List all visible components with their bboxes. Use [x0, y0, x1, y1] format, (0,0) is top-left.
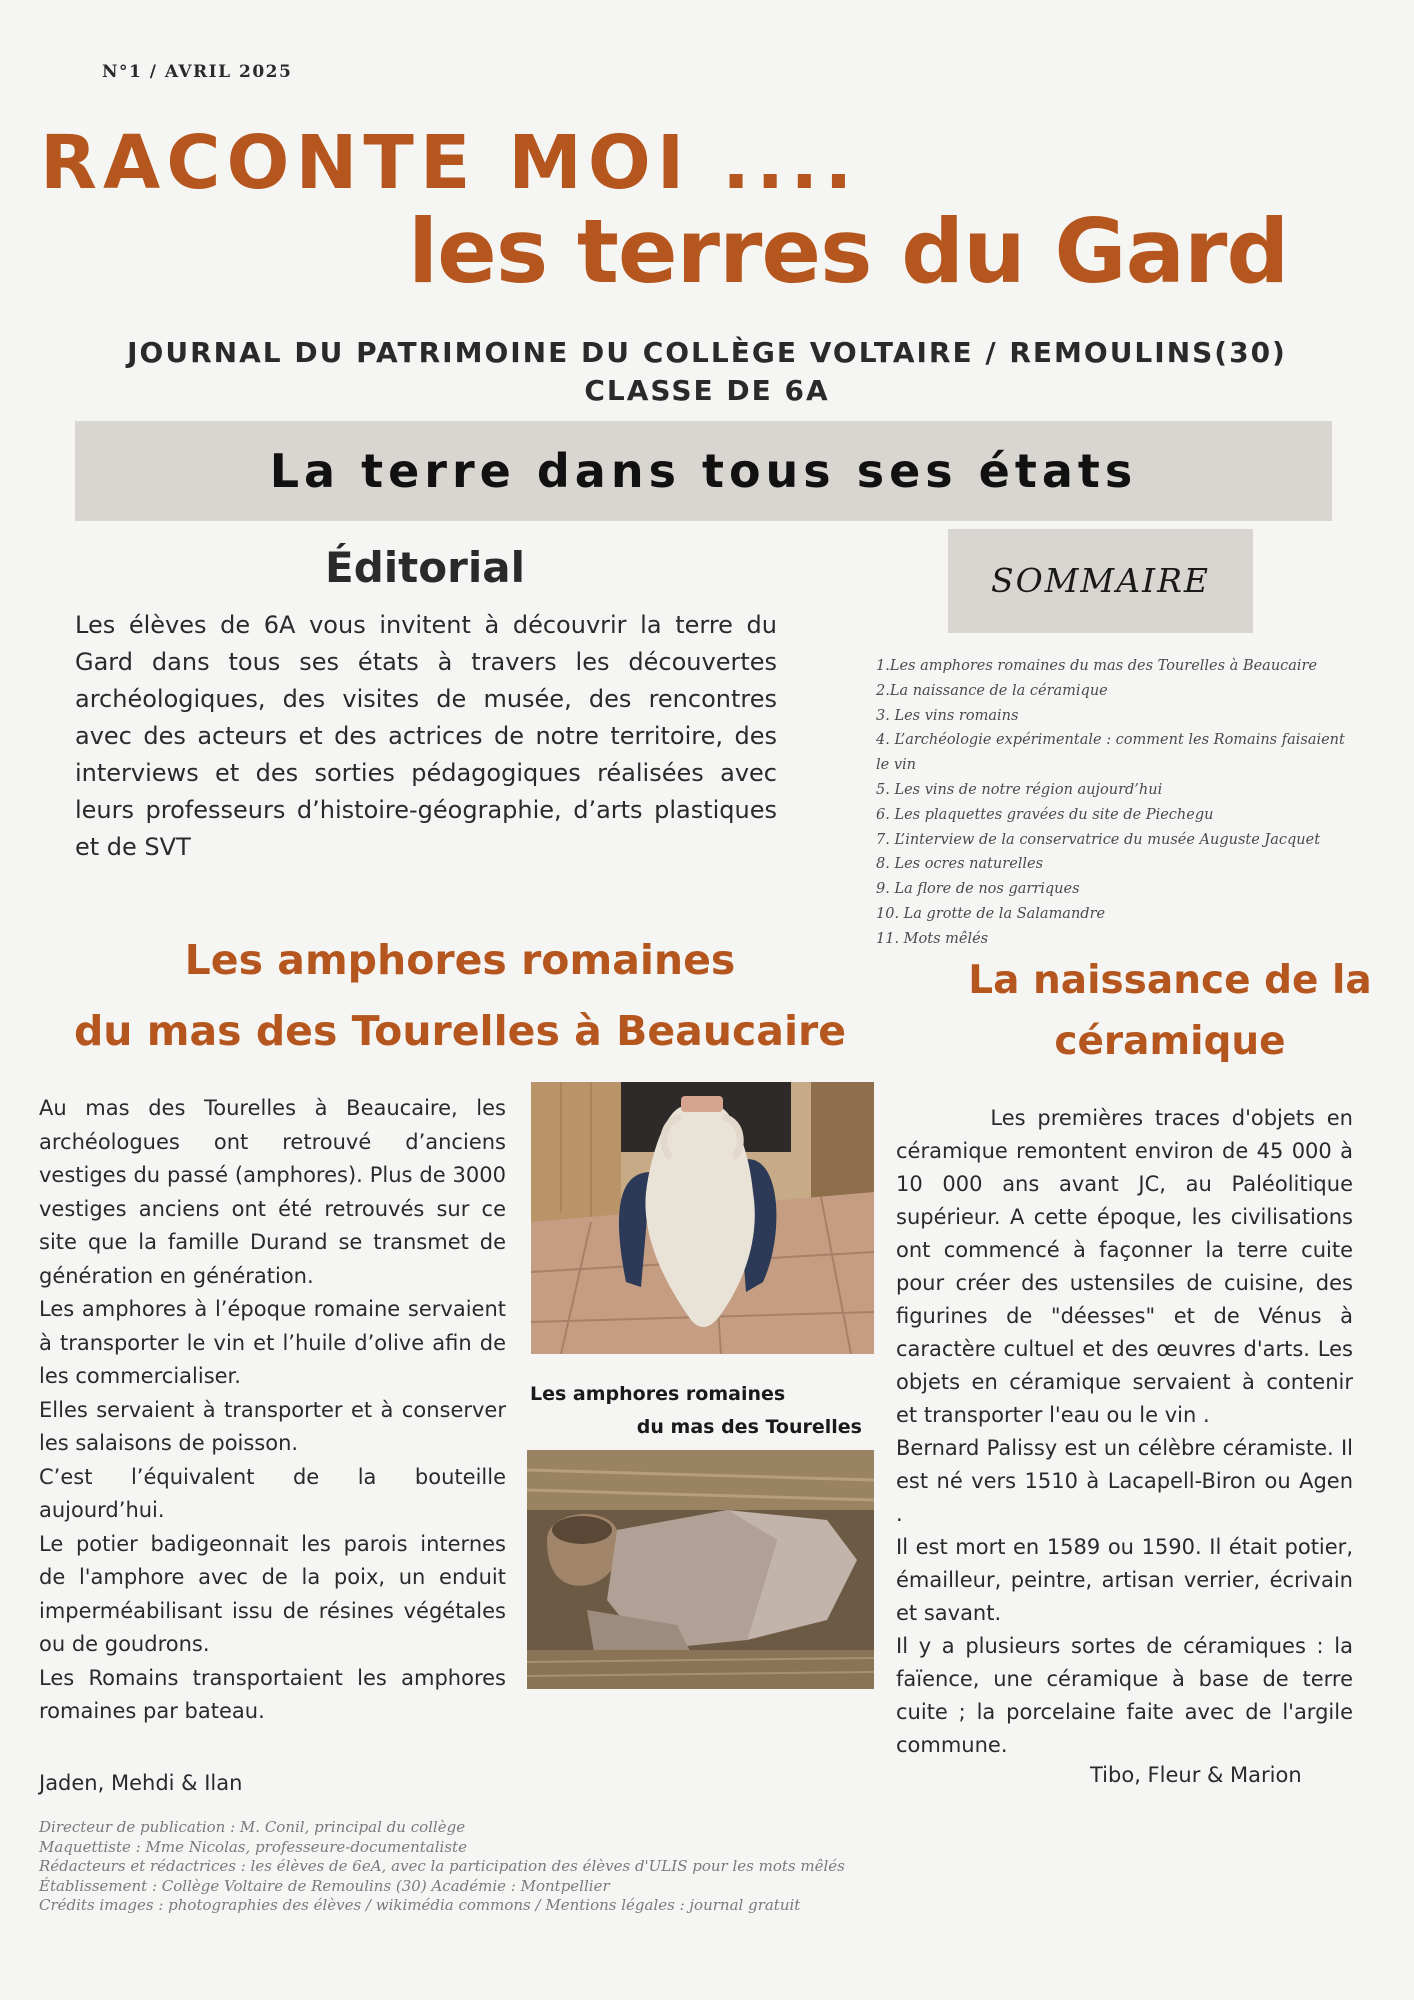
sommaire-title: SOMMAIRE [990, 561, 1211, 600]
class-label: CLASSE DE 6A [584, 374, 830, 407]
sommaire-item: 6. Les plaquettes gravées du site de Piechegu [876, 806, 1214, 823]
photo-caption [530, 1378, 862, 1444]
amphores-heading [40, 925, 880, 1067]
amphores-paragraph: Au mas des Tourelles à Beaucaire, les archéologues ont retrouvé d’anciens vestiges du passé (amphores). Plus de 3000 vestiges anciens ont été retrouvés sur ce site que la famille Durand se transmet de génération en génération. [39, 1096, 506, 1288]
ceramique-heading-line2: céramique [1054, 1019, 1286, 1064]
sommaire-item: 10. La grotte de la Salamandre [876, 905, 1106, 922]
amphores-paragraph: C’est l’équivalent de la bouteille aujourd’hui. [39, 1464, 506, 1522]
ceramique-paragraph: Les premières traces d'objets en céramique remontent environ de 45 000 à 10 000 ans avant JC, au Paléolitique supérieur. A cette époque, les civilisations ont commencé à façonner la terre cuite pour créer des ustensiles de cuisine, des figurines de "déesses" et de Vénus à caractère cultuel et des œuvres d'arts. Les objets en céramique servaient à contenir et transporter l'eau ou le vin . [896, 1106, 1360, 1427]
theme-banner [75, 421, 1332, 521]
masthead-title-line1: RACONTE MOI .... [40, 120, 859, 206]
ceramique-paragraph: Il y a plusieurs sortes de céramiques : la faïence, une céramique à base de terre cuite ; la porcelaine faite avec de l'argile commune. [896, 1634, 1353, 1757]
sommaire-item: 9. La flore de nos garriques [876, 881, 1080, 898]
sommaire-item: 8. Les ocres naturelles [876, 856, 1044, 873]
sommaire-item: 5. Les vins de notre région aujourd’hui [876, 781, 1163, 798]
amphora-fragments-illustration [527, 1450, 874, 1689]
journal-subtitle: JOURNAL DU PATRIMOINE DU COLLÈGE VOLTAIRE / REMOULINS(30) [127, 336, 1287, 369]
amphores-heading-line1: Les amphores romaines [184, 936, 736, 984]
amphores-article-body [39, 1092, 506, 1729]
credit-line: Directeur de publication : M. Conil, principal du collège [39, 1818, 466, 1836]
amphores-heading-line2: du mas des Tourelles à Beaucaire [73, 1007, 847, 1055]
sommaire-item: 3. Les vins romains [876, 707, 1019, 724]
editorial-body: Les élèves de 6A vous invitent à découvrir la terre du Gard dans tous ses états à travers les découvertes archéologiques, des visites de musée, des rencontres avec des acteurs et des actrices de notre territoire, des interviews et des sorties pédagogiques réalisées avec leurs professeurs d’histoire-géographie, d’arts plastiques et de SVT [75, 611, 777, 861]
ceramique-authors: Tibo, Fleur & Marion [1090, 1763, 1302, 1787]
photo-caption-line1: Les amphores romaines [530, 1383, 786, 1405]
ceramique-article-body [896, 1102, 1360, 1762]
sommaire-item: 4. L’archéologie expérimentale : comment les Romains faisaient le vin [876, 732, 1345, 774]
credit-line: Rédacteurs et rédactrices : les élèves de 6eA, avec la participation des élèves d'ULIS pour les mots mêlés [39, 1857, 845, 1875]
sommaire-item: 11. Mots mêlés [876, 930, 989, 947]
photo-caption-line2: du mas des Tourelles [636, 1416, 862, 1438]
amphora-photo [531, 1082, 874, 1354]
issue-number: N°1 / AVRIL 2025 [102, 62, 293, 82]
theme-banner-text: La terre dans tous ses états [269, 444, 1138, 498]
amphores-paragraph: Les Romains transportaient les amphores romaines par bateau. [39, 1665, 506, 1723]
credit-line: Crédits images : photographies des élèves / wikimédia commons / Mentions légales : journal gratuit [39, 1896, 801, 1914]
ceramique-heading [960, 950, 1380, 1072]
sommaire-item: 1.Les amphores romaines du mas des Tourelles à Beaucaire [876, 658, 1318, 674]
amphores-authors: Jaden, Mehdi & Ilan [39, 1771, 243, 1795]
amphores-paragraph: Les amphores à l’époque romaine servaient à transporter le vin et l’huile d’olive afin de les commercialiser. [39, 1297, 506, 1388]
amphores-paragraph: Elles servaient à transporter et à conserver les salaisons de poisson. [39, 1397, 506, 1455]
ceramique-paragraph: Bernard Palissy est un célèbre céramiste. Il est né vers 1510 à Lacapell-Biron ou Agen . [896, 1436, 1353, 1526]
publication-credits [39, 1818, 939, 1916]
sommaire-item: 2.La naissance de la céramique [876, 682, 1108, 699]
amphora-fragments-photo [527, 1450, 874, 1689]
sommaire-item: 7. L’interview de la conservatrice du musée Auguste Jacquet [876, 831, 1321, 848]
editorial-title: Éditorial [325, 543, 525, 592]
credit-line: Maquettiste : Mme Nicolas, professeure-documentaliste [39, 1837, 467, 1856]
ceramique-paragraph: Il est mort en 1589 ou 1590. Il était potier, émailleur, peintre, artisan verrier, écrivain et savant. [896, 1535, 1353, 1625]
sommaire-list [876, 654, 1346, 952]
masthead-title-line2: les terres du Gard [408, 200, 1289, 303]
sommaire-box [948, 529, 1253, 633]
amphora-photo-illustration [531, 1082, 874, 1354]
ceramique-heading-line1: La naissance de la [968, 958, 1372, 1003]
amphores-paragraph: Le potier badigeonnait les parois internes de l'amphore avec de la poix, un enduit imperméabilisant issu de résines végétales ou de goudrons. [39, 1531, 506, 1656]
credit-line: Établissement : Collège Voltaire de Remoulins (30) Académie : Montpellier [39, 1876, 610, 1895]
